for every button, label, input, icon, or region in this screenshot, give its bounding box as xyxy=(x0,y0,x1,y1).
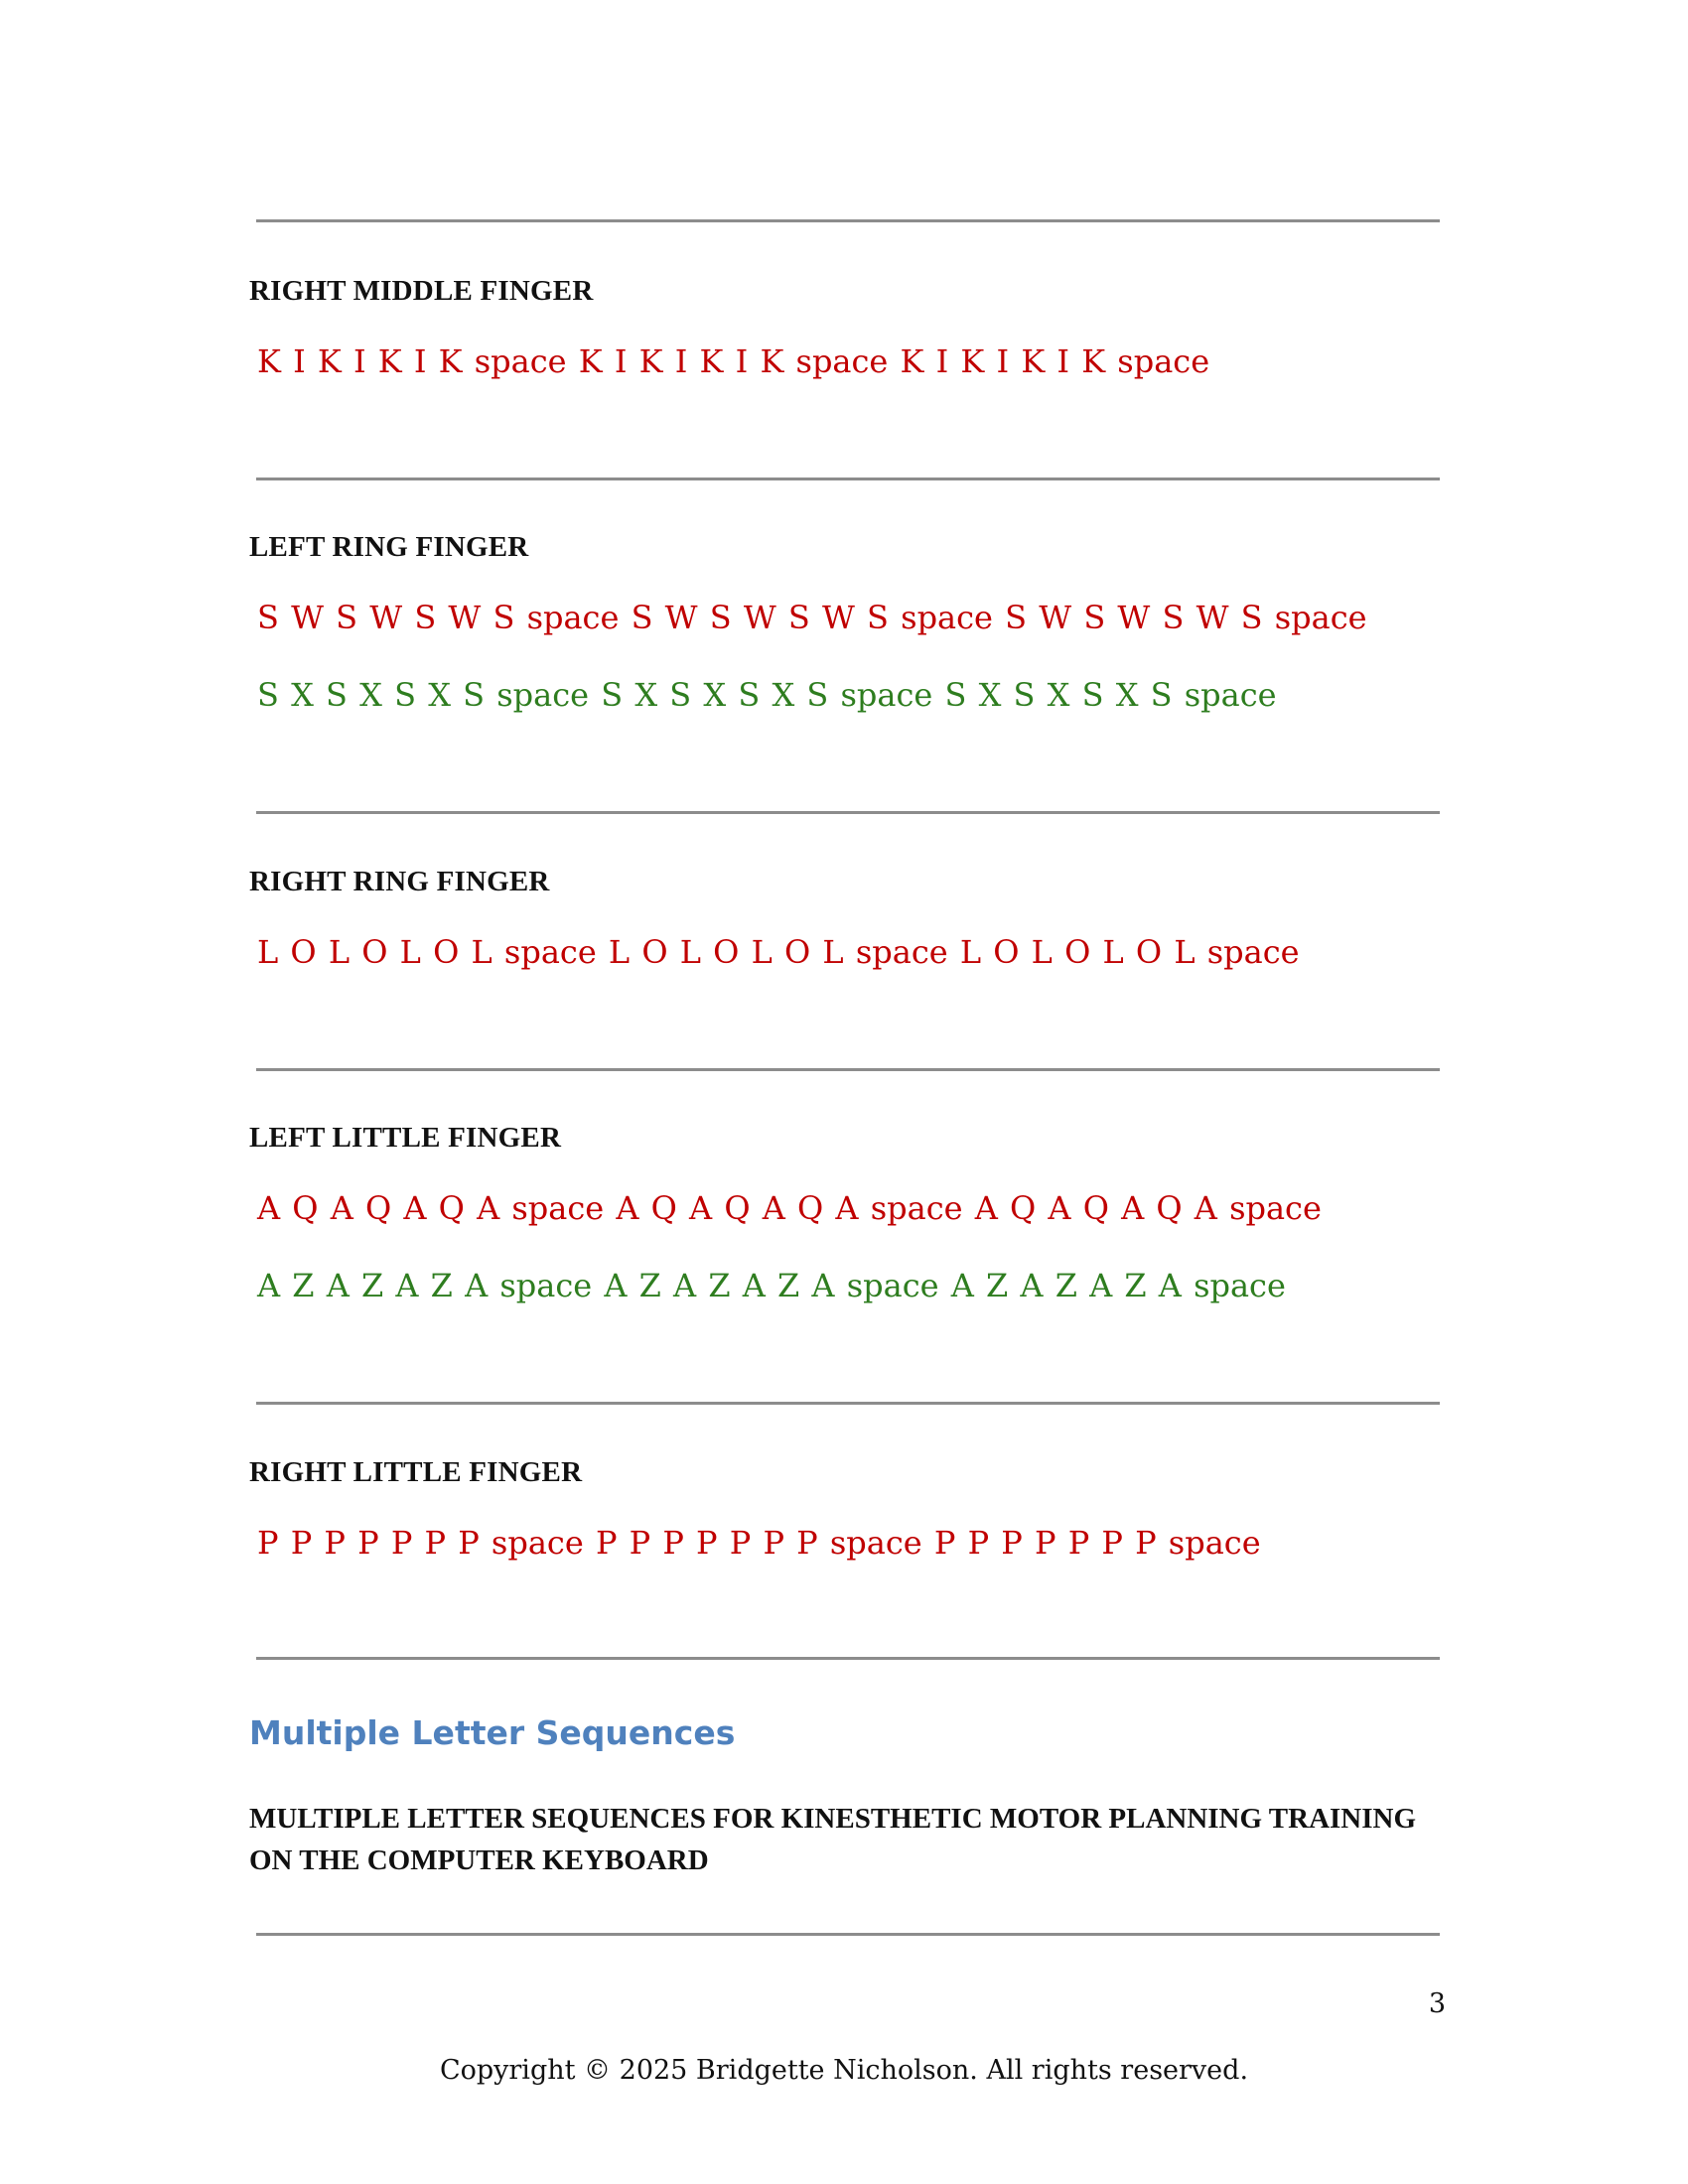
section-heading: LEFT RING FINGER xyxy=(249,531,529,563)
practice-line: A Z A Z A Z A space A Z A Z A Z A space A Z A Z A Z A space xyxy=(257,1267,1286,1304)
practice-line: A Q A Q A Q A space A Q A Q A Q A space A Q A Q A Q A space xyxy=(257,1189,1322,1227)
section-heading: RIGHT RING FINGER xyxy=(249,866,550,897)
practice-line: L O L O L O L space L O L O L O L space L O L O L O L space xyxy=(257,933,1300,971)
divider-line xyxy=(256,1657,1440,1660)
copyright-notice: Copyright © 2025 Bridgette Nicholson. All rights reserved. xyxy=(439,2055,1249,2086)
divider-line xyxy=(256,219,1440,222)
divider-line xyxy=(256,811,1440,814)
practice-line: S W S W S W S space S W S W S W S space S W S W S W S space xyxy=(257,599,1367,636)
practice-line: K I K I K I K space K I K I K I K space K I K I K I K space xyxy=(257,342,1210,380)
section-heading: RIGHT MIDDLE FINGER xyxy=(249,275,594,307)
page-number: 3 xyxy=(1428,1988,1446,2019)
divider-line xyxy=(256,478,1440,480)
section-heading: RIGHT LITTLE FINGER xyxy=(249,1456,583,1488)
section-heading: LEFT LITTLE FINGER xyxy=(249,1122,562,1154)
section-title: Multiple Letter Sequences xyxy=(249,1713,736,1752)
divider-line xyxy=(256,1933,1440,1936)
practice-line: P P P P P P P space P P P P P P P space P P P P P P P space xyxy=(257,1524,1261,1562)
divider-line xyxy=(256,1068,1440,1071)
section-subheading: MULTIPLE LETTER SEQUENCES FOR KINESTHETIC MOTOR PLANNING TRAINING ON THE COMPUTER KEYBOARD xyxy=(249,1803,1417,1876)
practice-line: S X S X S X S space S X S X S X S space S X S X S X S space xyxy=(257,676,1277,714)
divider-line xyxy=(256,1402,1440,1405)
